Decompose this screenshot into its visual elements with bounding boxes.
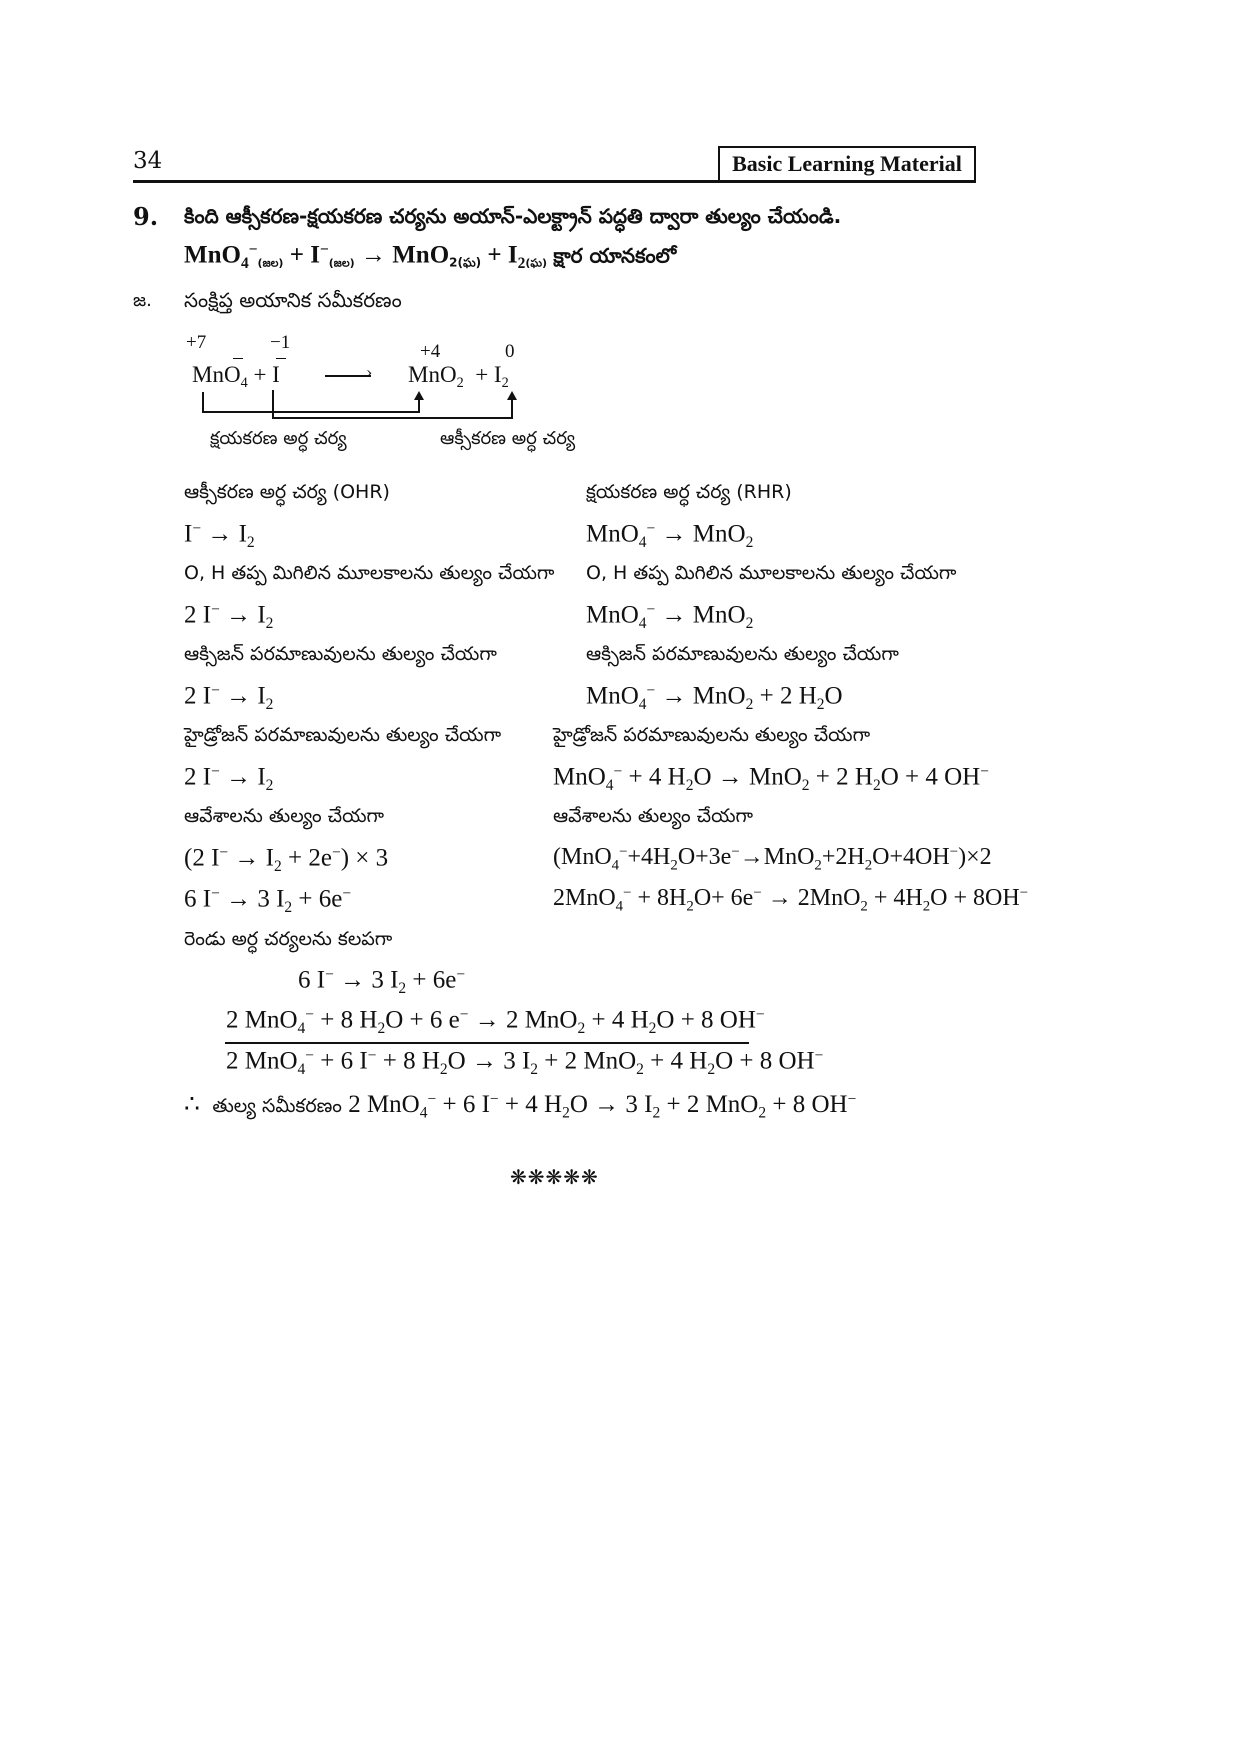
rhr-step-3: హైడ్రోజన్ పరమాణువులను తుల్యం చేయగా [553,724,871,746]
diagram-connector-lines [0,0,1241,470]
rhr-eq-1: MnO$_4$− → MnO$_2$ [586,520,754,551]
diagram-reactants: MnO$_4$ + I [192,362,280,391]
ohr-eq-2: 2 $I^- \to I_2$ [184,601,274,632]
rhr-step-4: ఆవేశాలను తుల్యం చేయగా [553,805,754,827]
rhr-eq-6: $2MnO_4^- + 8H_2O+ 6e^- \to 2MnO_2 + 4H_2O + 8OH^-$ [553,885,1029,915]
reduction-connector [203,392,419,412]
ohr-step-2: ఆక్సిజన్ పరమాణువులను తుల్యం చేయగా [184,643,497,665]
sum-rule [225,1042,749,1044]
final-label: తుల్య సమీకరణం [212,1095,342,1117]
reduction-half-label: క్షయకరణ అర్ధ చర్య [210,428,347,449]
answer-heading: సంక్షిప్త అయానిక సమీకరణం [184,288,402,312]
oxidation-state-i: −1 [270,332,291,353]
ohr-eq-6: 6 I− → 3 $I_2 + 6e^-$ [184,885,352,916]
rhr-title: క్షయకరణ అర్ధ చర్య (RHR) [586,481,792,503]
therefore-symbol: ∴ [184,1091,200,1118]
oxidation-half-label: ఆక్సీకరణ అర్ధ చర్య [440,428,576,449]
rhr-step-1: O, H తప్ప మిగిలిన మూలకాలను తుల్యం చేయగా [586,562,957,584]
ohr-eq-1: $I^- \to I_2$ [184,520,255,551]
ohr-step-1: O, H తప్ప మిగిలిన మూలకాలను తుల్యం చేయగా [184,562,555,584]
question-reaction: $MnO_4^-_{(జల)} + I^-_{(జల)} \to MnO_{2(ఘ)} + I_{2(ఘ)}$ క్షార యానకంలో [184,241,677,272]
ohr-eq-4: 2 $I^- \to I_2$ [184,763,274,794]
rhr-step-2: ఆక్సిజన్ పరమాణువులను తుల్యం చేయగా [586,643,899,665]
rhr-eq-5: $(MnO_4^-+4H_2O+3e^-\to MnO_2+2H_2O+4OH^-)\times 2$ [553,844,992,874]
combine-eq-1: 6 I− → 3 $I_2 + 6e^-$ [298,966,466,997]
reduction-arrowhead [414,391,424,400]
page-number: 34 [133,148,163,174]
ohr-eq-3: 2 $I^- \to I_2$ [184,682,274,713]
ohr-title: ఆక్సీకరణ అర్ధ చర్య (OHR) [184,481,390,503]
oxidation-state-mno2: +4 [420,341,441,362]
header-title: Basic Learning Material [732,151,962,176]
diagram-arrow-head: › [366,363,373,382]
combine-sum: 2 MnO$_4$− + 6 I− + 8 $H_2O \to 3$ $I_2 + 2$ MnO$_2$ + 4 $H_2O + 8$ OH− [226,1047,824,1078]
combine-eq-2: 2 MnO$_4$− + 8 $H_2O + 6$ e− → 2 MnO$_2$ + 4 $H_2O + 8$ OH− [226,1006,765,1037]
oxidation-state-mn: +7 [186,332,207,353]
oxidation-arrowhead [507,391,517,400]
final-equation: ∴ తుల్య సమీకరణం 2 MnO$_4$− + 6 I− + 4 $H_2O \to 3$ $I_2 + 2$ MnO$_2$ + 8 OH− [184,1090,857,1122]
combine-text: రెండు అర్ధ చర్యలను కలపగా [184,928,393,950]
rhr-eq-4: MnO$_4$− + 4 $H_2O \to MnO_2 + 2$ $H_2O + 4$ OH− [553,763,989,794]
ohr-eq-5: (2 $I^- \to I_2 + 2e^-) \times 3$ [184,844,389,875]
question-number: 9. [133,202,159,231]
ohr-step-3: హైడ్రోజన్ పరమాణువులను తుల్యం చేయగా [184,724,502,746]
oxidation-connector [273,390,512,418]
ohr-step-4: ఆవేశాలను తుల్యం చేయగా [184,805,385,827]
rhr-eq-2: MnO$_4$− → MnO$_2$ [586,601,754,632]
diagram-products: $MnO_2 + I_2$ [408,362,509,391]
oxidation-state-i2: 0 [505,341,515,362]
answer-label: జ. [133,290,152,311]
question-text: కింది ఆక్సీకరణ-క్షయకరణ చర్యను అయాన్-ఎలక్ట్రాన్ పద్ధతి ద్వారా తుల్యం చేయండి. [184,204,842,228]
rhr-eq-3: MnO$_4$− → MnO$_2$ + 2 $H_2O$ [586,682,843,713]
end-mark: ❋❋❋❋❋ [510,1165,599,1189]
